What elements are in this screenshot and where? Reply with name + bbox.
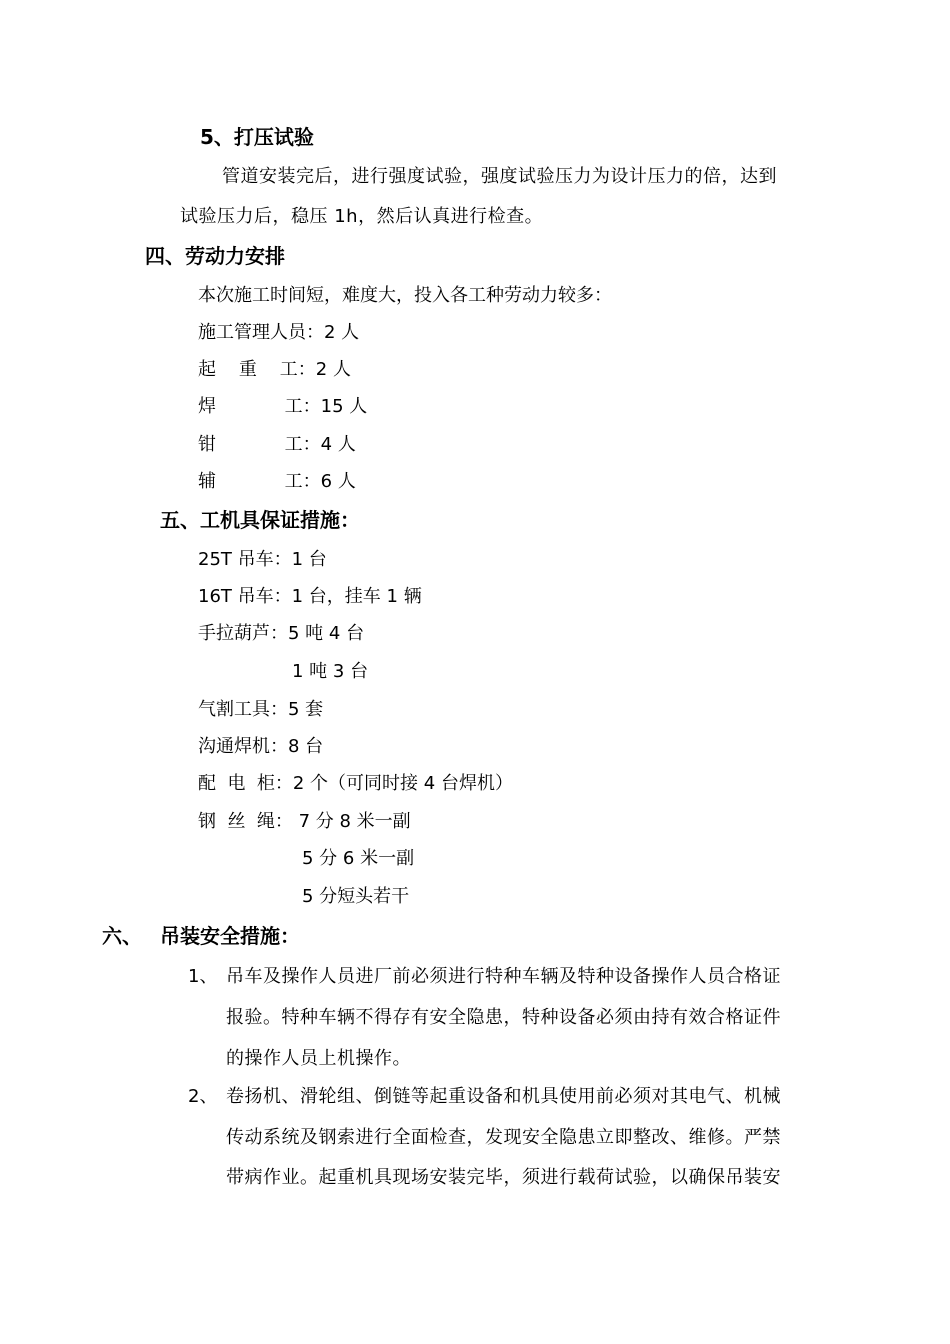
paragraph-line: 管道安装完后，进行强度试验，强度试验压力为设计压力的倍，达到 bbox=[222, 166, 777, 187]
paragraph-line: 试验压力后，稳压 1h，然后认真进行检查。 bbox=[180, 206, 544, 227]
labor-item: 焊 工：15 人 bbox=[198, 396, 368, 417]
tool-item: 1 吨 3 台 bbox=[292, 661, 369, 682]
list-item-line: 吊车及操作人员进厂前必须进行特种车辆及特种设备操作人员合格证 bbox=[226, 966, 781, 987]
list-item-line: 报验。特种车辆不得存有安全隐患，特种设备必须由持有效合格证件 bbox=[226, 1007, 781, 1028]
list-number: 2、 bbox=[188, 1086, 218, 1107]
labor-intro: 本次施工时间短，难度大，投入各工种劳动力较多： bbox=[198, 285, 612, 306]
tool-item: 钢 丝 绳： 7 分 8 米一副 bbox=[198, 811, 411, 832]
list-item-line: 带病作业。起重机具现场安装完毕，须进行载荷试验，以确保吊装安 bbox=[226, 1167, 781, 1188]
section-heading-labor: 四、劳动力安排 bbox=[145, 244, 285, 268]
tool-item: 手拉葫芦：5 吨 4 台 bbox=[198, 623, 365, 644]
list-item-line: 卷扬机、滑轮组、倒链等起重设备和机具使用前必须对其电气、机械 bbox=[226, 1086, 781, 1107]
tool-item: 沟通焊机：8 台 bbox=[198, 736, 324, 757]
list-item-line: 的操作人员上机操作。 bbox=[226, 1048, 411, 1069]
labor-item: 辅 工：6 人 bbox=[198, 471, 356, 492]
tool-item: 5 分 6 米一副 bbox=[302, 848, 415, 869]
tool-item: 5 分短头若干 bbox=[302, 886, 410, 907]
tool-item: 16T 吊车：1 台，挂车 1 辆 bbox=[198, 586, 422, 607]
labor-item: 钳 工：4 人 bbox=[198, 434, 356, 455]
list-item-line: 传动系统及钢索进行全面检查，发现安全隐患立即整改、维修。严禁 bbox=[226, 1127, 781, 1148]
tool-item: 25T 吊车：1 台 bbox=[198, 549, 327, 570]
list-number: 1、 bbox=[188, 966, 218, 987]
labor-item: 施工管理人员：2 人 bbox=[198, 322, 360, 343]
tool-item: 配 电 柜：2 个（可同时接 4 台焊机） bbox=[198, 773, 513, 794]
labor-item: 起 重 工：2 人 bbox=[198, 359, 351, 380]
section-heading-pressure-test: 5、打压试验 bbox=[200, 125, 314, 149]
tool-item: 气割工具：5 套 bbox=[198, 699, 324, 720]
section-heading-tools: 五、工机具保证措施： bbox=[160, 508, 360, 532]
section-heading-number: 六、 bbox=[102, 924, 142, 948]
section-heading-lifting-safety: 吊装安全措施： bbox=[160, 924, 300, 948]
